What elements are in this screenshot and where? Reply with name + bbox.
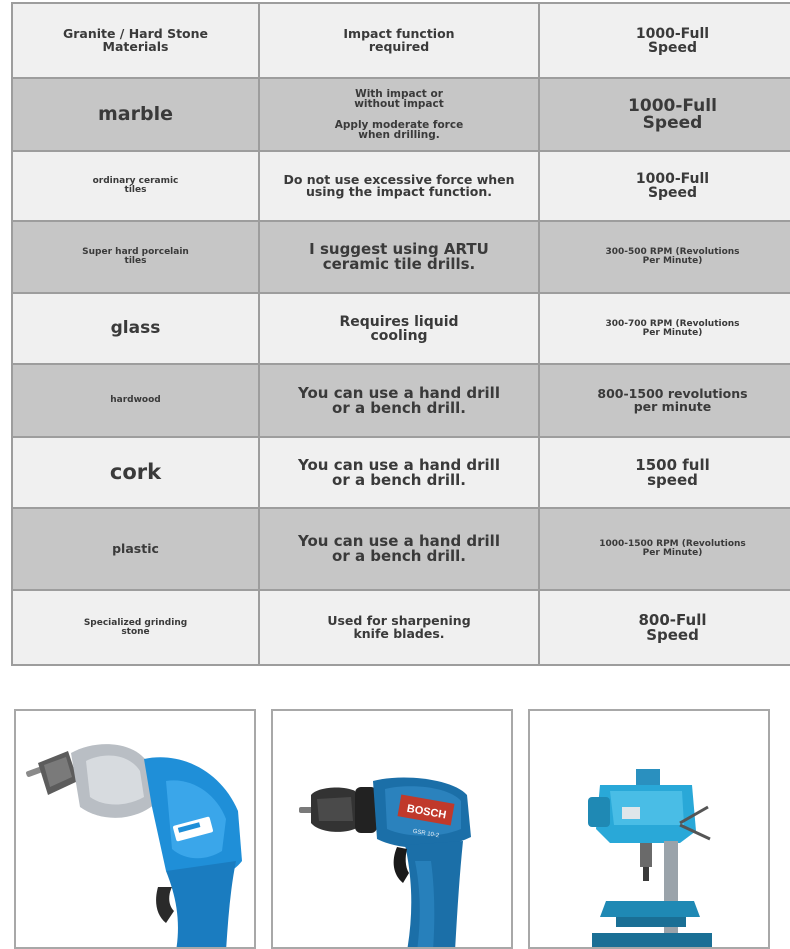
- material-cell: ordinary ceramic tiles: [12, 151, 259, 221]
- photo-bench-drill: [528, 709, 770, 949]
- drill-photos: [14, 709, 774, 949]
- method-cell: Used for sharpening knife blades.: [259, 590, 539, 665]
- photo-cordless-drill: [271, 709, 513, 949]
- method-cell: You can use a hand drill or a bench drill.: [259, 508, 539, 590]
- bench-drill-icon: [530, 711, 770, 949]
- speed-cell: 800-1500 revolutions per minute: [539, 364, 790, 437]
- speed-cell: 300-700 RPM (Revolutions Per Minute): [539, 293, 790, 364]
- speed-cell: 1000-Full Speed: [539, 151, 790, 221]
- material-cell: marble: [12, 78, 259, 151]
- speed-cell: 300-500 RPM (Revolutions Per Minute): [539, 221, 790, 293]
- speed-cell: 1000-1500 RPM (Revolutions Per Minute): [539, 508, 790, 590]
- material-cell: hardwood: [12, 364, 259, 437]
- speed-cell: 1000-Full Speed: [539, 3, 790, 78]
- photo-corded-drill: [14, 709, 256, 949]
- material-cell: glass: [12, 293, 259, 364]
- table-row: [12, 78, 790, 151]
- material-cell: plastic: [12, 508, 259, 590]
- table-row: [12, 293, 790, 364]
- table-row: [12, 3, 790, 78]
- method-cell: Do not use excessive force when using the impact function.: [259, 151, 539, 221]
- drill-brand-label: BOSCH: [405, 802, 448, 822]
- method-cell: You can use a hand drill or a bench drill.: [259, 364, 539, 437]
- cordless-drill-icon: [273, 711, 513, 949]
- method-cell: Requires liquid cooling: [259, 293, 539, 364]
- table-row: [12, 508, 790, 590]
- material-cell: Granite / Hard Stone Materials: [12, 3, 259, 78]
- corded-drill-icon: [16, 711, 256, 949]
- speed-cell: 1500 full speed: [539, 437, 790, 508]
- table-row: [12, 590, 790, 665]
- method-cell: Impact function required: [259, 3, 539, 78]
- material-cell: Specialized grinding stone: [12, 590, 259, 665]
- table-row: [12, 151, 790, 221]
- table-row: [12, 364, 790, 437]
- method-cell: You can use a hand drill or a bench drill.: [259, 437, 539, 508]
- speed-cell: 1000-Full Speed: [539, 78, 790, 151]
- material-cell: Super hard porcelain tiles: [12, 221, 259, 293]
- method-cell: I suggest using ARTU ceramic tile drills.: [259, 221, 539, 293]
- table-row: [12, 437, 790, 508]
- drilling-guide-table: [11, 2, 790, 666]
- method-cell: With impact or without impact Apply moderate force when drilling.: [259, 78, 539, 151]
- speed-cell: 800-Full Speed: [539, 590, 790, 665]
- drill-model-label: GSR 10-2: [412, 828, 440, 840]
- table-row: [12, 221, 790, 293]
- material-cell: cork: [12, 437, 259, 508]
